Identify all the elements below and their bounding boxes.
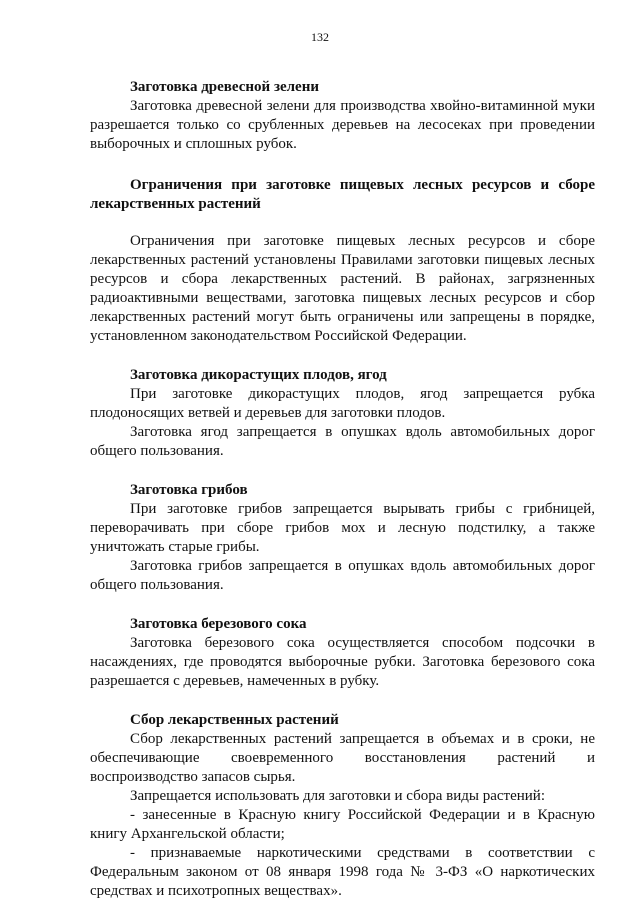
paragraph: При заготовке грибов запрещается вырывать грибы с грибницей, переворачивать при сборе грибов мох и лесную подстилку, а также уничтожать старые грибы. bbox=[90, 501, 595, 555]
document-body bbox=[90, 78, 595, 901]
section-mushrooms bbox=[90, 481, 595, 595]
paragraph: Заготовка грибов запрещается в опушках вдоль автомобильных дорог общего пользования. bbox=[90, 558, 595, 593]
paragraph: Заготовка ягод запрещается в опушках вдоль автомобильных дорог общего пользования. bbox=[90, 424, 595, 459]
paragraph: Заготовка древесной зелени для производства хвойно-витаминной муки разрешается только со срубленных деревьев на лесосеках при проведении выборочных и сплошных рубок. bbox=[90, 98, 595, 152]
paragraph: Сбор лекарственных растений запрещается в объемах и в сроки, не обеспечивающие своевременного восстановления растений и воспроизводство запасов сырья. bbox=[90, 731, 595, 785]
section-heading: Сбор лекарственных растений bbox=[130, 712, 339, 728]
paragraph: Ограничения при заготовке пищевых лесных ресурсов и сборе лекарственных растений установлены Правилами заготовки пищевых лесных ресурсов и сбора лекарственных растений. В районах, загрязненных радиоактивными веществами, заготовка пищевых лесных ресурсов и сбор лекарственных растений могут быть ограничены или запрещены в порядке, установленном законодательством Российской Федерации. bbox=[90, 233, 595, 344]
section-heading: Заготовка грибов bbox=[130, 482, 248, 498]
section-heading: Ограничения при заготовке пищевых лесных ресурсов и сборе лекарственных растений bbox=[90, 177, 595, 212]
section-food-resources-restrictions bbox=[90, 176, 595, 346]
section-wild-fruits-berries bbox=[90, 366, 595, 461]
section-heading: Заготовка березового сока bbox=[130, 616, 307, 632]
section-medicinal-plants bbox=[90, 711, 595, 901]
list-item: - признаваемые наркотическими средствами в соответствии с Федеральным законом от 08 января 1998 года № 3-ФЗ «О наркотических средствах и психотропных веществах». bbox=[90, 845, 595, 899]
page-number: 132 bbox=[311, 30, 329, 44]
section-heading: Заготовка древесной зелени bbox=[130, 79, 319, 95]
section-wood-greenery bbox=[90, 78, 595, 154]
section-heading: Заготовка дикорастущих плодов, ягод bbox=[130, 367, 387, 383]
paragraph: Заготовка березового сока осуществляется способом подсочки в насаждениях, где проводятся выборочные рубки. Заготовка березового сока разрешается с деревьев, намеченных в рубку. bbox=[90, 635, 595, 689]
paragraph: При заготовке дикорастущих плодов, ягод запрещается рубка плодоносящих ветвей и деревьев для заготовки плодов. bbox=[90, 386, 595, 421]
paragraph: Запрещается использовать для заготовки и сбора виды растений: bbox=[130, 788, 545, 804]
section-birch-sap bbox=[90, 615, 595, 691]
list-item: - занесенные в Красную книгу Российской Федерации и в Красную книгу Архангельской области; bbox=[90, 807, 595, 842]
